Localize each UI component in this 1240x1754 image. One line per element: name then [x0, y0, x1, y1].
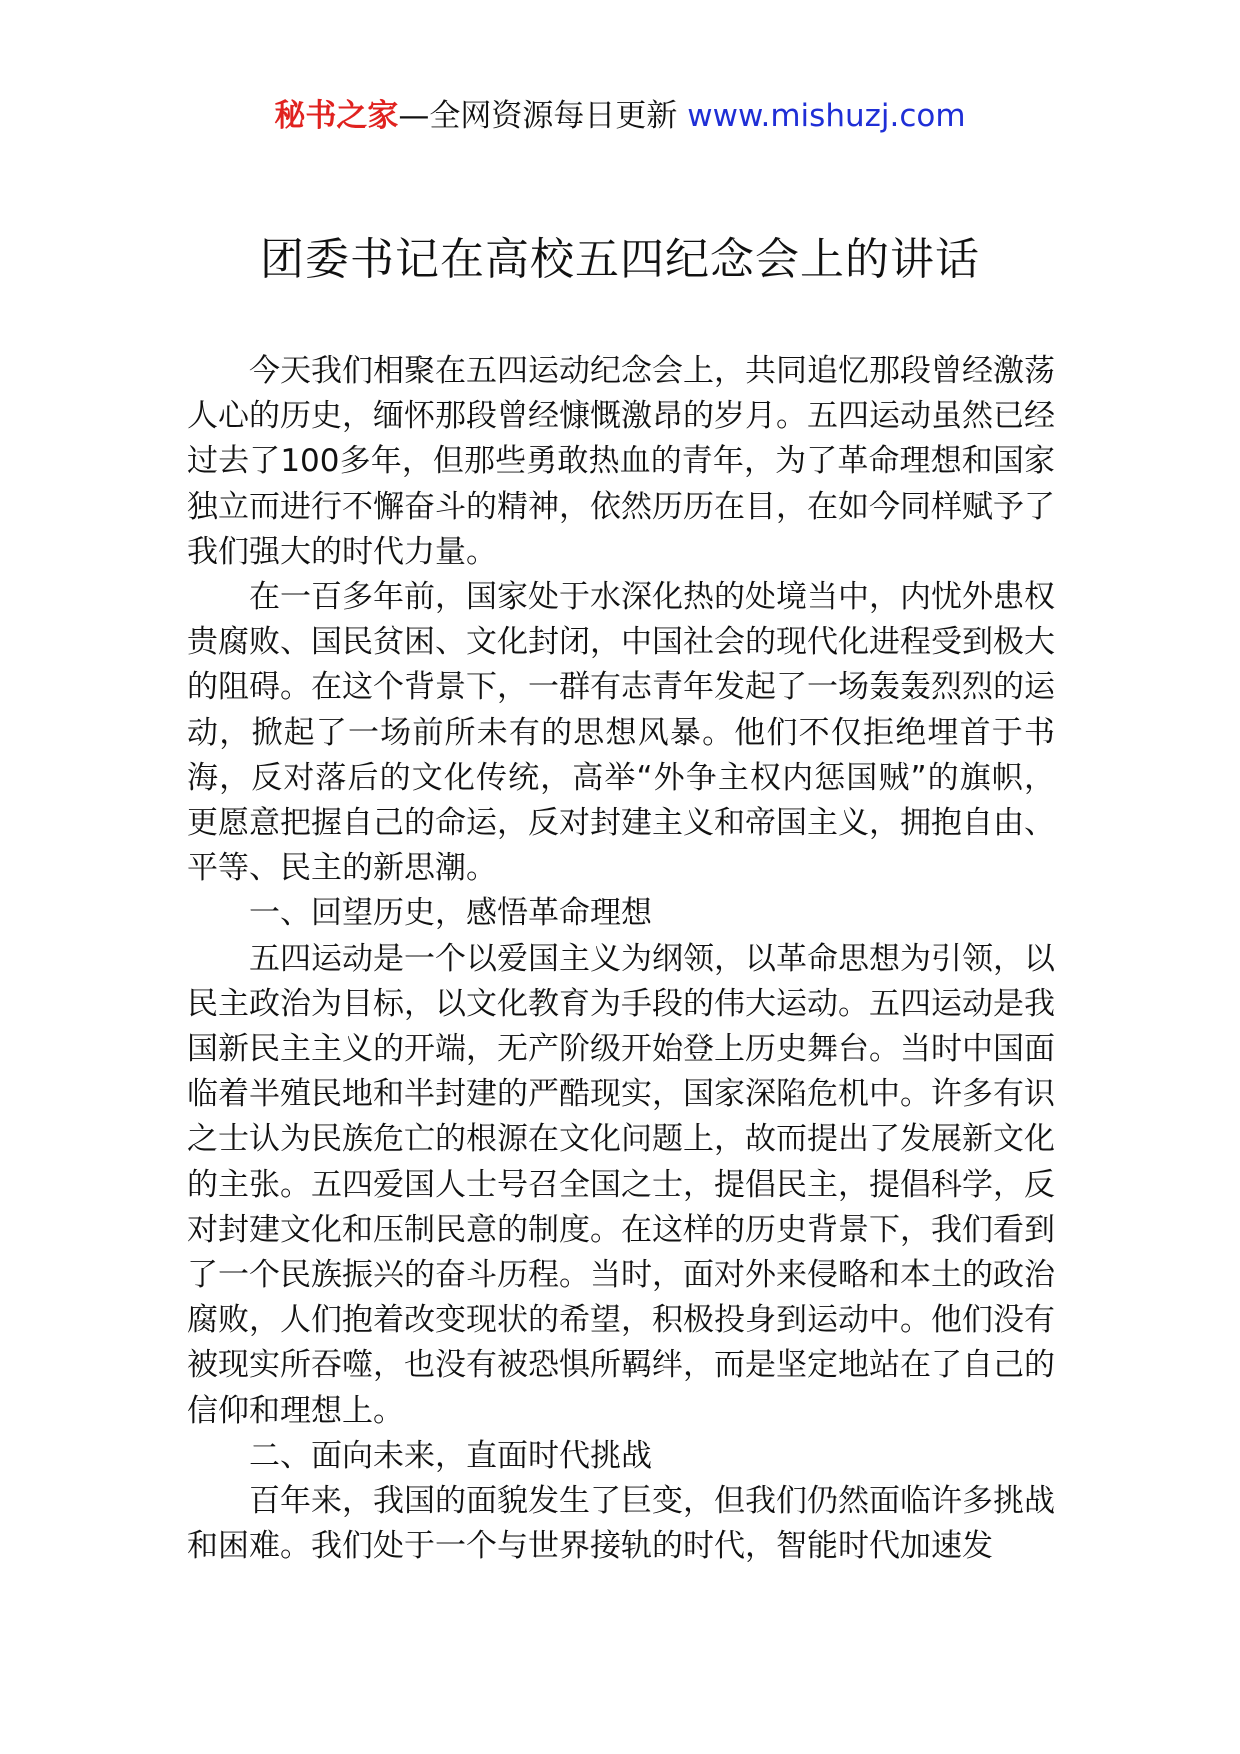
site-header — [0, 96, 1240, 136]
paragraph-history: 五四运动是一个以爱国主义为纲领，以革命思想为引领，以民主政治为目标，以文化教育为手段的伟大运动。五四运动是我国新民主主义的开端，无产阶级开始登上历史舞台。当时中国面临着半殖民地和半封建的严酷现实，国家深陷危机中。许多有识之士认为民族危亡的根源在文化问题上，故而提出了发展新文化的主张。五四爱国人士号召全国之士，提倡民主，提倡科学，反对封建文化和压制民意的制度。在这样的历史背景下，我们看到了一个民族振兴的奋斗历程。当时，面对外来侵略和本土的政治腐败，人们抱着改变现状的希望，积极投身到运动中。他们没有被现实所吞噬，也没有被恐惧所羁绊，而是坚定地站在了自己的信仰和理想上。 — [187, 940, 1055, 1429]
paragraph-future: 百年来，我国的面貌发生了巨变，但我们仍然面临许多挑战和困难。我们处于一个与世界接轨的时代，智能时代加速发 — [187, 1483, 1055, 1565]
section-heading-1: 一、回望历史，感悟革命理想 — [249, 895, 652, 932]
paragraph-intro: 今天我们相聚在五四运动纪念会上，共同追忆那段曾经激荡人心的历史，缅怀那段曾经慷慨激昂的岁月。五四运动虽然已经过去了100多年，但那些勇敢热血的青年，为了革命理想和国家独立而进行不懈奋斗的精神，依然历历在目，在如今同样赋予了我们强大的时代力量。 — [187, 353, 1055, 570]
document-title: 团委书记在高校五四纪念会上的讲话 — [260, 234, 980, 285]
site-tagline: —全网资源每日更新 — [398, 98, 678, 134]
section-heading-2: 二、面向未来，直面时代挑战 — [249, 1437, 652, 1474]
site-url-link[interactable]: www.mishuzj.com — [687, 98, 966, 134]
document-body — [187, 349, 1055, 1569]
site-brand: 秘书之家 — [274, 98, 399, 134]
paragraph-background: 在一百多年前，国家处于水深化热的处境当中，内忧外患权贵腐败、国民贫困、文化封闭，中国社会的现代化进程受到极大的阻碍。在这个背景下，一群有志青年发起了一场轰轰烈烈的运动，掀起了一场前所未有的思想风暴。他们不仅拒绝埋首于书海，反对落后的文化传统，高举“外争主权内惩国贼”的旗帜，更愿意把握自己的命运，反对封建主义和帝国主义，拥抱自由、平等、民主的新思潮。 — [187, 579, 1055, 887]
